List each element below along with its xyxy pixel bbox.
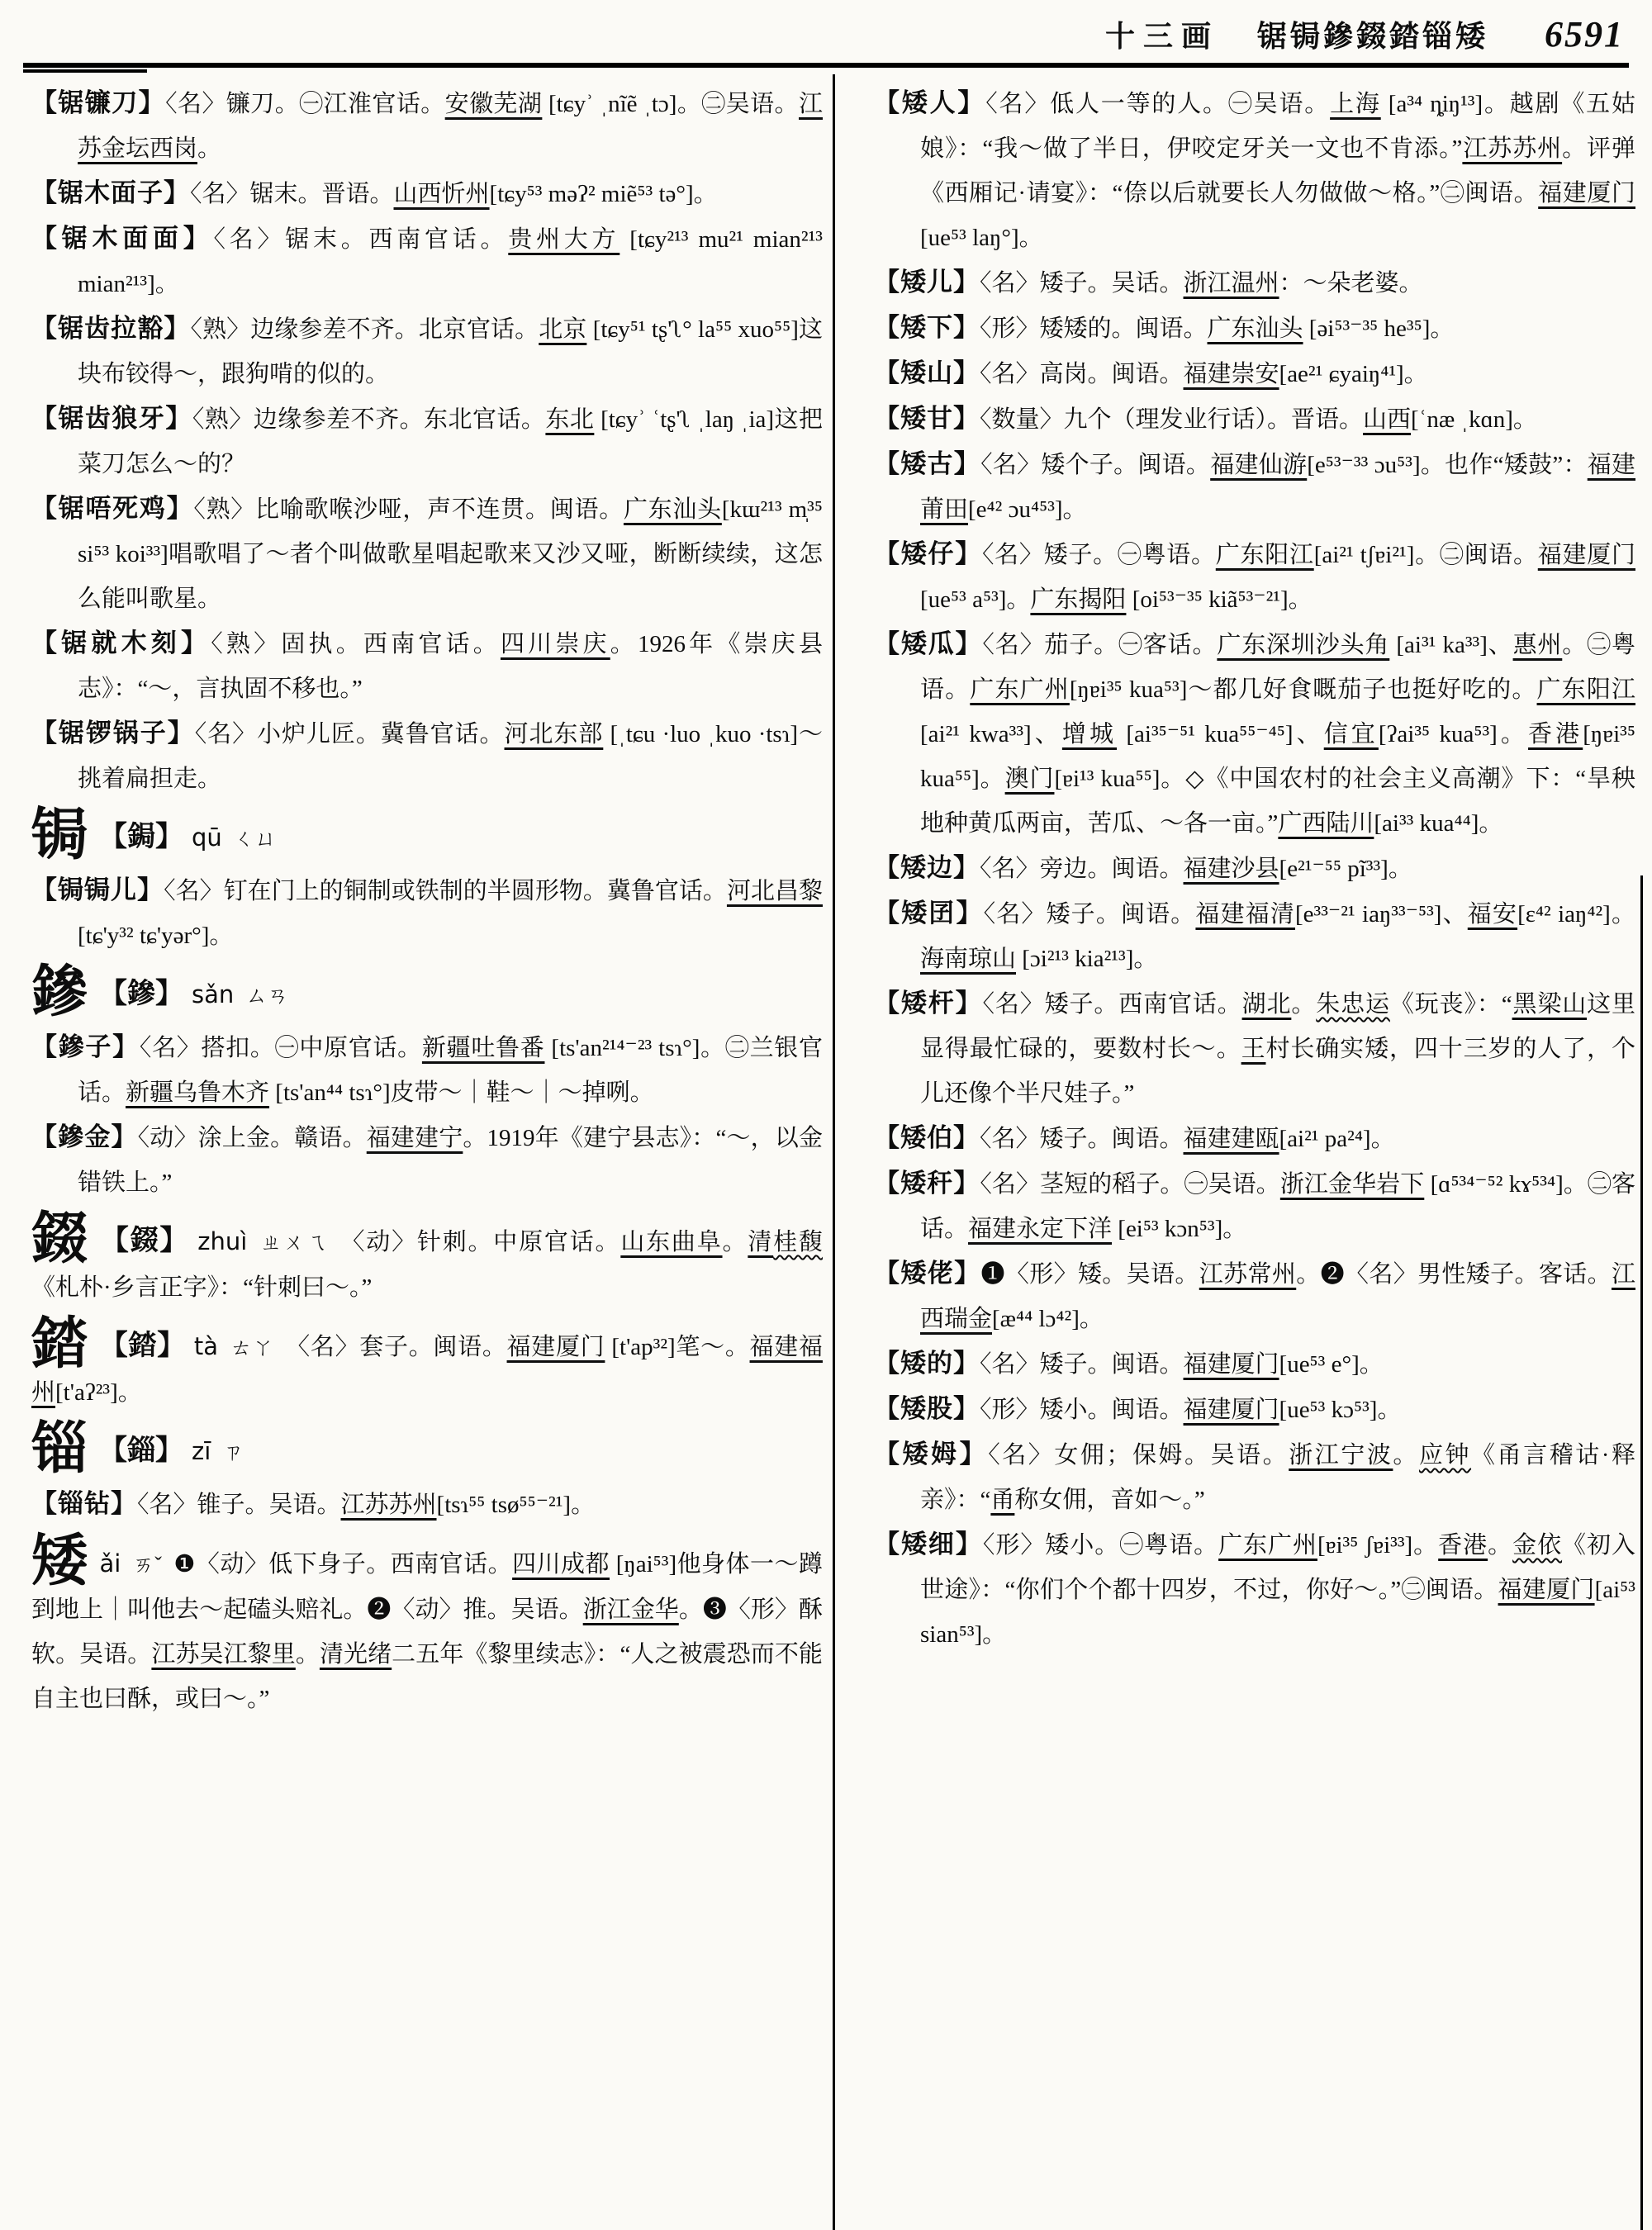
entry-headword: 【锯锣锅子】: [31, 719, 195, 747]
zhuyin: ㄓㄨㄟ: [259, 1231, 330, 1255]
entry-body: 〈名〉套子。闽语。福建厦门 [t'ap³²]笔～。福建福州[t'aʔ²³]。: [31, 1334, 823, 1406]
stroke-section-label: 十三画: [1104, 19, 1219, 53]
entry-body: 〈名〉搭扣。㊀中原官话。新疆吐鲁番 [ts'an²¹⁴⁻²³ tsɿ°]。㊁兰银官话。新疆乌鲁木齐 [ts'an⁴⁴ tsɿ°]皮带～｜鞋～｜～掉咧。: [78, 1035, 823, 1106]
underlined-place-name: 广东汕头: [1207, 316, 1303, 342]
entry-body: 〈名〉矮个子。闽语。福建仙游[e⁵³⁻³³ ɔu⁵³]。也作“矮鼓”：福建莆田[e⁴² ɔu⁴⁵³]。: [920, 452, 1635, 523]
entry-headword: 【矮人】: [874, 88, 986, 117]
entry-headword: 【锔锔儿】: [31, 875, 164, 904]
underlined-place-name: 北京: [539, 316, 587, 343]
entry-headword: 【锯镰刀】: [31, 88, 166, 117]
entry-headword: 【矮甘】: [874, 404, 980, 433]
pinyin: sǎn: [192, 980, 235, 1008]
entry-body: 〈形〉矮小。闽语。福建厦门[ue⁵³ kɔ⁵³]。: [980, 1397, 1402, 1423]
dictionary-entry: [874, 1387, 1635, 1432]
zhuyin: ㄞˇ: [132, 1553, 163, 1577]
entry-body: ❶〈形〉矮。吴语。江苏常州。❷〈名〉男性矮子。客话。江西瑞金[æ⁴⁴ lɔ⁴²]。: [920, 1261, 1635, 1332]
pinyin: zī: [192, 1437, 211, 1465]
head-character: 锱: [31, 1417, 88, 1480]
pinyin: qū: [192, 823, 222, 852]
underlined-place-name: 清: [748, 1229, 774, 1255]
underlined-place-name: 安徽芜湖: [444, 91, 543, 117]
entry-body: 〈名〉矮子。闽语。福建建瓯[ai²¹ pa²⁴]。: [980, 1126, 1395, 1152]
entry-headword: 【矮瓜】: [874, 629, 983, 658]
entry-headword: 【矮下】: [874, 313, 980, 342]
dictionary-entry: [874, 532, 1635, 622]
entry-headword: 【矮细】: [874, 1530, 983, 1559]
underlined-place-name: 河北昌黎: [726, 878, 823, 904]
entry-body: 〈名〉小炉儿匠。冀鲁官话。河北东部 [ˌtɕu ·luo ˌkuo ·tsɿ]～挑着扁担走。: [78, 721, 823, 792]
zhuyin: ㄑㄩ: [233, 827, 277, 851]
entry-headword: 【矮仔】: [874, 539, 982, 568]
pinyin: ǎi: [99, 1549, 121, 1578]
underlined-place-name: 福建厦门: [1538, 180, 1635, 206]
entry-headword: 【锯就木刻】: [31, 629, 211, 657]
entry-headword: 【锯齿拉豁】: [31, 314, 191, 343]
underlined-place-name: 上海: [1330, 91, 1381, 117]
underlined-place-name: 增城: [1061, 721, 1118, 747]
entry-body: 〈名〉锯末。西南官话。贵州大方 [tɕy²¹³ mu²¹ mian²¹³ mian²¹³]。: [78, 226, 823, 297]
dictionary-entry: [874, 1522, 1635, 1657]
underlined-place-name: 广东阳江: [1215, 542, 1314, 568]
underlined-place-name: 清光绪: [319, 1641, 392, 1668]
entry-headword: 【鏒子】: [31, 1032, 140, 1061]
dictionary-entry: [874, 351, 1635, 396]
left-column: [31, 81, 823, 1728]
underlined-place-name: 江苏苏州: [340, 1492, 437, 1518]
underlined-person-name: 朱忠运: [1316, 991, 1390, 1018]
entry-body: 〈名〉镰刀。㊀江淮官话。安徽芜湖 [tɕyʾ ˌnĩẽ ˌtɔ]。㊁吴语。江苏金坛西岗。: [78, 91, 823, 162]
dictionary-entry: [31, 621, 823, 711]
entry-headword: 【矮古】: [874, 449, 981, 478]
character-head-entry: [31, 961, 823, 1023]
entry-body: 〈名〉矮子。西南官话。湖北。朱忠运《玩丧》：“黑梁山这里显得最忙碌的，要数村长～。王村长确实矮，四十三岁的人了，个儿还像个半尺娃子。”: [920, 991, 1635, 1107]
underlined-place-name: 山西忻州: [393, 181, 490, 207]
entry-headword: 【矮佬】: [874, 1259, 981, 1288]
zhuyin: ㄙㄢ: [245, 984, 289, 1008]
dictionary-entry: [874, 846, 1635, 891]
head-character: 锔: [31, 804, 88, 866]
dictionary-entry: [31, 171, 823, 216]
entry-body: 〈名〉茄子。㊀客话。广东深圳沙头角 [ai³¹ ka³³]、惠州。㊁粤语。广东广州[ŋɐi³⁵ kua⁵³]～都几好食嘅茄子也挺好吃的。广东阳江[ai²¹ kwa³³]、增城 [ai³⁵⁻⁵¹ kua⁵⁵⁻⁴⁵]、信宜[ʔai³⁵ kua⁵³]。香港[ŋɐi³⁵ kua⁵⁵]。澳门[ɐi¹³ kua⁵⁵]。◇《中国农村的社会主义高潮》下：“旱秧地种黄瓜两亩，苦瓜、～各一亩。”广西陆川[ai³³ kua⁴⁴]。: [920, 632, 1636, 837]
underlined-place-name: 福建崇安: [1183, 361, 1279, 387]
entry-headword: 【鏒金】: [31, 1122, 138, 1151]
underlined-place-name: 东北: [545, 406, 595, 433]
underlined-place-name: 江苏苏州: [1462, 135, 1563, 162]
page-edge-line: [1640, 875, 1643, 2230]
entry-body: 〈名〉矮子。闽语。福建福清[e³³⁻²¹ iaŋ³³⁻⁵³]、福安[ɛ⁴² iaŋ⁴²]。海南琼山 [ɔi²¹³ kia²¹³]。: [920, 901, 1635, 972]
underlined-place-name: 江苏吴江黎里: [151, 1641, 296, 1668]
entry-headword: 【矮儿】: [874, 268, 980, 297]
pinyin: tà: [193, 1332, 219, 1360]
dictionary-entry: [874, 1341, 1635, 1387]
dictionary-entry: [874, 81, 1635, 260]
underlined-place-name: 山西: [1363, 406, 1412, 433]
entry-body: 〈熟〉比喻歌喉沙哑，声不连贯。闽语。广东汕头[kɯ²¹³ m̩³⁵ si⁵³ koi³³]唱歌唱了～者个叫做歌星唱起歌来又沙又哑，断断续续，这怎么能叫歌星。: [78, 496, 823, 612]
underlined-place-name: 广东广州: [1218, 1532, 1317, 1559]
entry-body: 〈熟〉边缘参差不齐。北京官话。北京 [tɕy⁵¹ tʂ'ʅ° la⁵⁵ xuo⁵⁵]这块布铰得～，跟狗啃的似的。: [78, 316, 823, 387]
section-characters: 锯锔鏒錣錔锱矮: [1256, 19, 1488, 53]
page-number: 6591: [1545, 13, 1624, 55]
entry-body: 〈熟〉固执。西南官话。四川崇庆。1926年《崇庆县志》：“～，言执固不移也。”: [78, 631, 823, 702]
underlined-place-name: 浙江金华: [582, 1597, 679, 1623]
dictionary-entry: [31, 868, 823, 958]
character-head-entry: [31, 1417, 823, 1480]
underlined-place-name: 新疆吐鲁番: [421, 1035, 545, 1061]
underlined-place-name: 香港: [1528, 721, 1583, 747]
underlined-person-name: 应钟: [1418, 1442, 1472, 1468]
underlined-place-name: 新疆乌鲁木齐: [126, 1079, 270, 1106]
dictionary-entry: [874, 260, 1635, 306]
entry-body: 〈形〉矮小。㊀粤语。广东广州[ɐi³⁵ ʃɐi³³]。香港。金依《初入世途》：“你们个个都十四岁，不过，你好～。”㊁闽语。福建厦门[ai⁵³ sian⁵³]。: [920, 1532, 1635, 1648]
dictionary-entry: [874, 1116, 1635, 1161]
underlined-place-name: 浙江温州: [1183, 270, 1279, 297]
underlined-place-name: 广东广州: [970, 676, 1070, 703]
underlined-place-name: 福建建宁: [366, 1125, 463, 1151]
character-head-entry: [31, 804, 823, 866]
underlined-place-name: 江苏常州: [1199, 1261, 1297, 1288]
underlined-place-name: 四川崇庆: [500, 631, 610, 657]
dictionary-entry: [874, 622, 1635, 846]
underlined-place-name: 福建莆田: [920, 452, 1635, 523]
underlined-person-name: 金依: [1512, 1532, 1563, 1559]
underlined-place-name: 福建永定下洋: [968, 1216, 1113, 1242]
dictionary-entry: [31, 396, 823, 486]
underlined-place-name: 福建福清: [1195, 901, 1296, 928]
dictionary-entry: [31, 486, 823, 621]
underlined-place-name: 福安: [1467, 901, 1518, 928]
entry-headword: 【矮囝】: [874, 899, 984, 928]
entry-headword: 【锯齿狼牙】: [31, 404, 192, 433]
underlined-place-name: 广东阳江: [1536, 676, 1635, 703]
traditional-form: 【錣】: [100, 1226, 190, 1256]
entry-headword: 【矮秆】: [874, 1169, 980, 1198]
dictionary-entry: [874, 1251, 1635, 1341]
right-column: [874, 81, 1635, 1657]
entry-headword: 【锱钻】: [31, 1489, 137, 1518]
header-rule: [23, 63, 1629, 68]
head-character: 鏒: [31, 961, 88, 1023]
underlined-place-name: 广东揭阳: [1030, 586, 1127, 613]
entry-body: 〈名〉女佣；保姆。吴语。浙江宁波。应钟《甬言稽诂·释亲》：“甬称女佣，音如～。”: [920, 1442, 1635, 1513]
underlined-place-name: 福建仙游: [1210, 452, 1308, 478]
entry-body: 〈形〉矮矮的。闽语。广东汕头 [əi⁵³⁻³⁵ he³⁵]。: [980, 316, 1455, 342]
underlined-place-name: 香港: [1438, 1532, 1488, 1559]
underlined-place-name: 山东曲阜: [620, 1229, 723, 1255]
dictionary-entry: [31, 1115, 823, 1205]
entry-body: 〈名〉锥子。吴语。江苏苏州[tsɿ⁵⁵ tsø⁵⁵⁻²¹]。: [137, 1492, 596, 1518]
dictionary-entry: [31, 216, 823, 306]
dictionary-entry: [31, 306, 823, 396]
underlined-place-name: 福建厦门: [1498, 1577, 1595, 1603]
head-character: 錣: [31, 1208, 89, 1270]
entry-headword: 【矮伯】: [874, 1123, 980, 1152]
zhuyin: ㄗ: [222, 1440, 244, 1464]
underlined-place-name: 甬: [990, 1487, 1015, 1513]
dictionary-entry: [874, 891, 1635, 981]
entry-headword: 【锯唔死鸡】: [31, 494, 194, 523]
character-head-entry: [31, 1530, 823, 1721]
character-head-entry: [31, 1312, 823, 1415]
entry-body: 〈数量〉九个（理发业行话）。晋语。山西[ʿnæ ˌkɑn]。: [980, 406, 1537, 433]
underlined-place-name: 四川成都: [512, 1551, 610, 1578]
dictionary-entry: [31, 81, 823, 171]
underlined-place-name: 福建厦门: [1537, 542, 1635, 568]
underlined-place-name: 贵州大方: [508, 226, 620, 253]
underlined-place-name: 福建沙县: [1183, 856, 1279, 882]
underlined-place-name: 澳门: [1004, 766, 1055, 792]
head-character: 錔: [31, 1312, 88, 1375]
pinyin: zhuì: [197, 1227, 248, 1255]
zhuyin: ㄊㄚ: [230, 1336, 275, 1359]
dictionary-entry: [874, 442, 1635, 532]
traditional-form: 【錔】: [99, 1331, 186, 1361]
underlined-place-name: 惠州: [1512, 632, 1563, 658]
entry-body: 〈名〉高岗。闽语。福建崇安[ae²¹ ɕyaiŋ⁴¹]。: [980, 361, 1428, 387]
entry-body: 〈动〉涂上金。赣语。福建建宁。1919年《建宁县志》：“～，以金错铁上。”: [78, 1125, 823, 1196]
underlined-person-name: 桂馥: [773, 1229, 823, 1255]
underlined-place-name: 王: [1241, 1036, 1266, 1062]
traditional-form: 【錙】: [99, 1435, 184, 1466]
entry-body: 〈名〉钉在门上的铜制或铁制的半圆形物。冀鲁官话。河北昌黎[tɕ'y³² tɕ'yər°]。: [78, 878, 823, 949]
underlined-place-name: 江苏金坛西岗: [78, 91, 823, 162]
entry-headword: 【矮杆】: [874, 989, 983, 1018]
underlined-place-name: 江西瑞金: [920, 1261, 1635, 1332]
underlined-place-name: 福建福州: [31, 1334, 823, 1406]
entry-headword: 【矮姆】: [874, 1440, 989, 1468]
head-character: 矮: [31, 1530, 88, 1592]
traditional-form: 【鋦】: [99, 822, 184, 852]
underlined-place-name: 广东深圳沙头角: [1217, 632, 1390, 658]
dictionary-entry: [31, 1025, 823, 1115]
underlined-place-name: 湖北: [1241, 991, 1292, 1018]
entry-body: 〈名〉茎短的稻子。㊀吴语。浙江金华岩下 [ɑ⁵³⁴⁻⁵² kɤ⁵³⁴]。㊁客话。福建永定下洋 [ei⁵³ kɔn⁵³]。: [920, 1171, 1635, 1242]
underlined-place-name: 福建厦门: [1183, 1397, 1279, 1423]
underlined-place-name: 浙江宁波: [1289, 1442, 1393, 1468]
entry-headword: 【矮边】: [874, 853, 980, 882]
dictionary-entry: [31, 1482, 823, 1527]
character-head-entry: [31, 1208, 823, 1310]
underlined-place-name: 福建厦门: [506, 1334, 605, 1360]
underlined-place-name: 福建厦门: [1183, 1351, 1279, 1378]
underlined-place-name: 黑梁山: [1512, 991, 1588, 1018]
dictionary-entry: [31, 711, 823, 801]
dictionary-entry: [874, 396, 1635, 442]
dictionary-entry: [874, 306, 1635, 351]
underlined-place-name: 广东汕头: [623, 496, 722, 523]
underlined-place-name: 浙江金华岩下: [1279, 1171, 1425, 1198]
entry-body: ❶〈动〉低下身子。西南官话。四川成都 [ŋai⁵³]他身体一～蹲到地上｜叫他去～起磕头赔礼。❷〈动〉推。吴语。浙江金华。❸〈形〉酥软。吴语。江苏吴江黎里。清光绪二五年《黎里续志》：“人之被震恐而不能自主也曰酥，或曰～。”: [31, 1551, 823, 1712]
underlined-place-name: 河北东部: [504, 721, 604, 747]
header-rule-left-notch: [23, 69, 147, 73]
dictionary-entry: [874, 1161, 1635, 1251]
entry-body: 〈名〉矮子。吴话。浙江温州：～朵老婆。: [980, 270, 1423, 297]
entry-body: 〈名〉矮子。㊀粤语。广东阳江[ai²¹ tʃɐi²¹]。㊁闽语。福建厦门 [ue⁵³ a⁵³]。广东揭阳 [oi⁵³⁻³⁵ kiã⁵³⁻²¹]。: [920, 542, 1635, 613]
entry-body: 〈名〉旁边。闽语。福建沙县[e²¹⁻⁵⁵ pĩ³³]。: [980, 856, 1412, 882]
entry-headword: 【锯木面面】: [31, 224, 214, 253]
entry-body: 〈名〉低人一等的人。㊀吴语。上海 [a³⁴ ȵiŋ¹³]。越剧《五姑娘》：“我～做了半日，伊咬定牙关一文也不肯添。”江苏苏州。评弹《西厢记·请宴》：“倷以后就要长人勿做做～格。”㊁闽语。福建厦门 [ue⁵³ laŋ°]。: [920, 91, 1635, 251]
underlined-place-name: 广西陆川: [1278, 810, 1374, 837]
entry-body: 〈动〉针刺。中原官话。山东曲阜。清桂馥《札朴·乡言正字》：“针刺曰～。”: [31, 1229, 823, 1301]
traditional-form: 【鏒】: [99, 979, 184, 1009]
page-header: [25, 7, 1624, 61]
underlined-place-name: 福建建瓯: [1183, 1126, 1279, 1152]
entry-headword: 【矮股】: [874, 1394, 980, 1423]
dictionary-entry: [874, 981, 1635, 1116]
entry-body: 〈名〉锯末。晋语。山西忻州[tɕy⁵³ məʔ² miẽ⁵³ tə°]。: [190, 181, 718, 207]
underlined-place-name: 信宜: [1323, 721, 1379, 747]
underlined-place-name: 海南琼山: [920, 946, 1017, 972]
entry-headword: 【矮的】: [874, 1349, 980, 1378]
entry-body: 〈名〉矮子。闽语。福建厦门[ue⁵³ e°]。: [980, 1351, 1384, 1378]
dictionary-entry: [874, 1432, 1635, 1522]
entry-headword: 【矮山】: [874, 358, 980, 387]
column-divider: [833, 74, 835, 2230]
entry-headword: 【锯木面子】: [31, 178, 190, 207]
entry-body: 〈熟〉边缘参差不齐。东北官话。东北 [tɕyʾ ʿtʂ'ʅ ˌlaŋ ˌia]这把菜刀怎么～的？: [78, 406, 823, 477]
